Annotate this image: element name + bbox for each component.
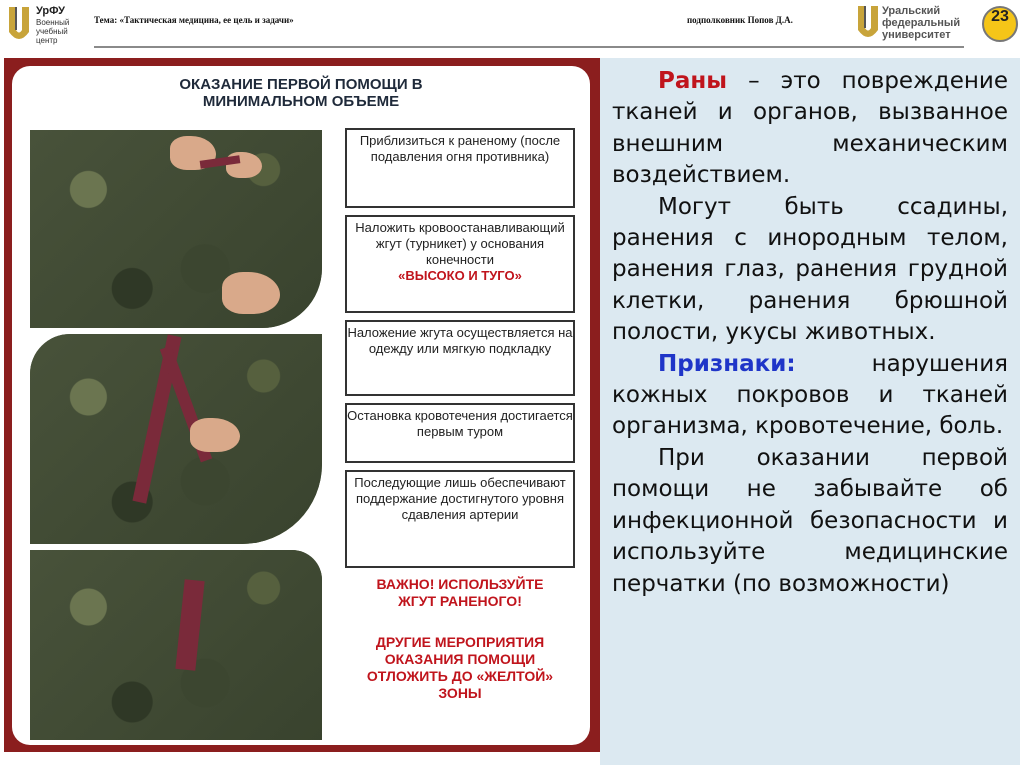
- text-panel: [600, 58, 1020, 765]
- hand-image: [190, 418, 240, 452]
- university-u-icon: [856, 4, 880, 42]
- term-signs: Признаки:: [658, 350, 796, 377]
- slide-author: подполковник Попов Д.А.: [687, 15, 793, 25]
- university-u-icon: [6, 4, 32, 44]
- panel-text: [612, 66, 1008, 600]
- paragraph-safety: При оказании первой помощи не забывайте об инфекционной безопасности и используйте медицинские перчатки (по возможности): [612, 444, 1008, 597]
- slide-topic: Тема: «Тактическая медицина, ее цель и задачи»: [94, 15, 294, 25]
- signs-text: нарушения кожных покровов и тканей организма, кровотечение, боль.: [612, 350, 1008, 440]
- slide-header: [0, 0, 1024, 48]
- step-first-turn: [345, 403, 575, 463]
- step-text: Наложить кровоостанавливающий жгут (турникет) у основания конечности: [355, 220, 565, 267]
- step-apply-tourniquet: [345, 215, 575, 313]
- step-text: Приблизиться к раненому (после подавления огня противника): [359, 133, 561, 164]
- step-highlight: «ВЫСОКО И ТУГО»: [398, 268, 522, 283]
- left-logo-title: УрФУ: [36, 5, 65, 17]
- step-text: Остановка кровотечения достигается первым туром: [347, 408, 573, 439]
- first-aid-poster: [4, 58, 600, 752]
- step-text: Последующие лишь обеспечивают поддержание достигнутого уровня сдавления артерии: [354, 475, 566, 522]
- warning-postpone-other-measures: ДРУГИЕ МЕРОПРИЯТИЯ ОКАЗАНИЯ ПОМОЩИ ОТЛОЖИТЬ ДО «ЖЕЛТОЙ» ЗОНЫ: [366, 634, 554, 701]
- left-logo-subtitle: Военный учебный центр: [36, 18, 70, 45]
- step-approach: [345, 128, 575, 208]
- poster-body: [12, 66, 590, 745]
- term-wounds: Раны: [658, 68, 728, 94]
- urfu-military-center-logo: [6, 2, 86, 46]
- wounds-definition: – это повреждение тканей и органов, вызванное внешним механическим воздействием.: [612, 68, 1008, 189]
- page-number-badge: 23: [982, 6, 1018, 42]
- hand-image: [222, 272, 280, 314]
- photo-secure-tourniquet: [30, 550, 322, 740]
- urfu-logo: [856, 2, 976, 46]
- photo-apply-tourniquet: [30, 334, 322, 544]
- step-text: Наложение жгута осуществляется на одежду или мягкую подкладку: [347, 325, 573, 356]
- paragraph-signs: [612, 349, 1008, 443]
- photo-approach-wounded: [30, 130, 322, 328]
- step-maintain-pressure: [345, 470, 575, 568]
- right-logo-name: Уральский федеральный университет: [882, 5, 961, 41]
- poster-title: ОКАЗАНИЕ ПЕРВОЙ ПОМОЩИ В МИНИМАЛЬНОМ ОБЪЕМЕ: [179, 76, 423, 110]
- paragraph-types: Могут быть ссадины, ранения с инородным телом, ранения глаз, ранения грудной клетки, ранения брюшной полости, укусы животных.: [612, 193, 1008, 346]
- paragraph-wounds: [612, 66, 1008, 192]
- step-over-clothing: [345, 320, 575, 396]
- header-divider: [94, 46, 964, 48]
- warning-use-own-tourniquet: ВАЖНО! ИСПОЛЬЗУЙТЕ ЖГУТ РАНЕНОГО!: [376, 576, 544, 609]
